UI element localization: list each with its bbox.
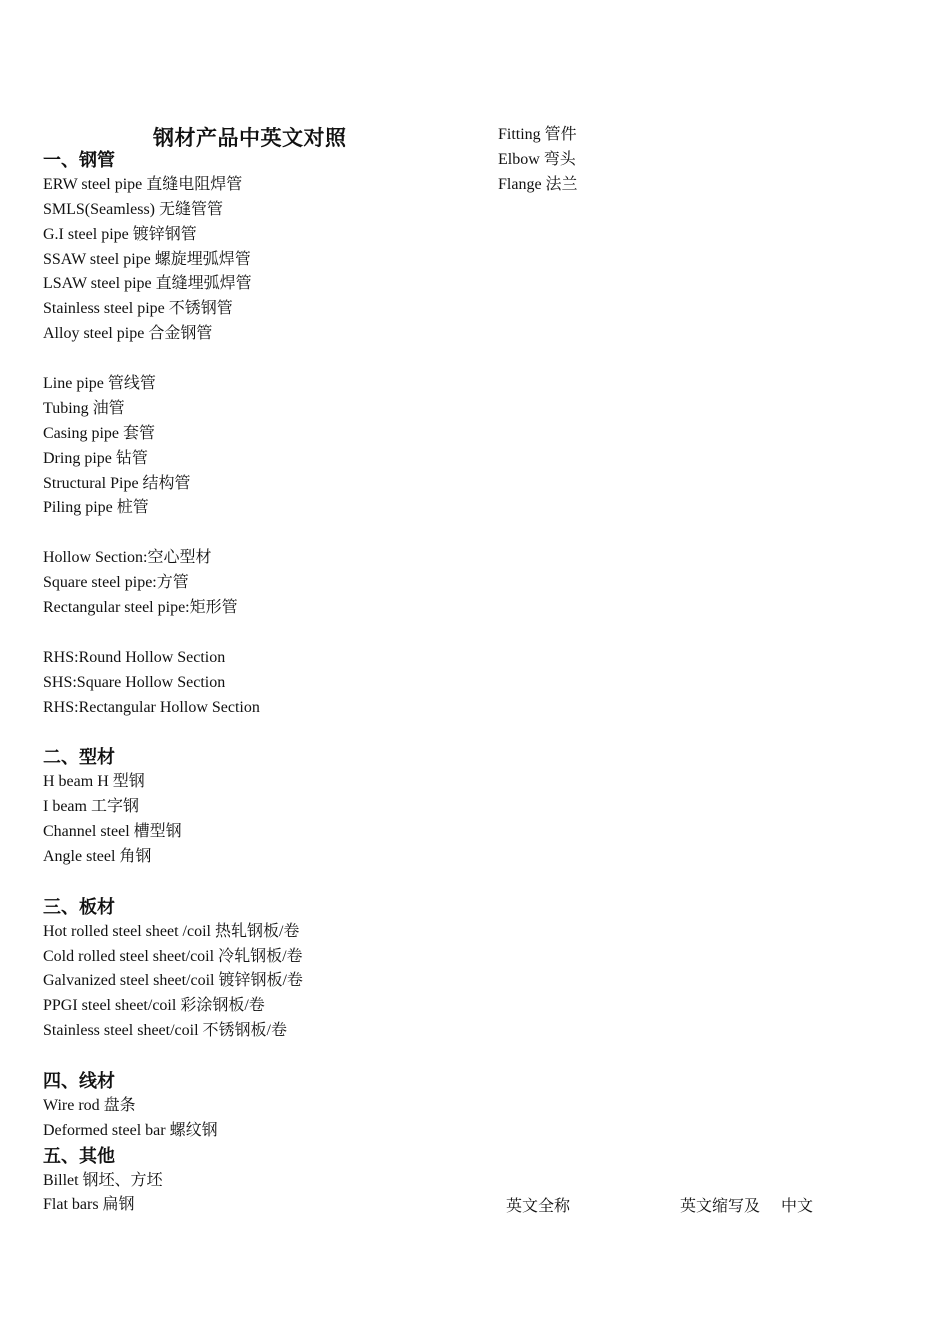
footer-label-abbreviation: 英文缩写及 (680, 1198, 761, 1215)
list-item: Wire rod 盘条 (43, 1096, 136, 1114)
list-item: LSAW steel pipe 直缝埋弧焊管 (43, 275, 252, 293)
list-item: RHS:Round Hollow Section (43, 648, 226, 666)
blank-line (43, 720, 463, 745)
list-item: Galvanized steel sheet/coil 镀锌钢板/卷 (43, 972, 303, 990)
list-item: PPGI steel sheet/coil 彩涂钢板/卷 (43, 997, 265, 1015)
list-item: Dring pipe 钻管 (43, 449, 148, 467)
list-item: I beam 工字钢 (43, 798, 139, 816)
list-item: Flange 法兰 (498, 175, 578, 193)
footer-label-chinese: 中文 (781, 1198, 814, 1215)
list-item: Tubing 油管 (43, 399, 125, 417)
list-item: Piling pipe 桩管 (43, 499, 149, 517)
list-item: Billet 钢坯、方坯 (43, 1171, 163, 1189)
list-item: Line pipe 管线管 (43, 375, 156, 393)
list-item: Square steel pipe:方管 (43, 574, 189, 592)
list-item: Alloy steel pipe 合金钢管 (43, 325, 213, 343)
list-item: Casing pipe 套管 (43, 424, 155, 442)
blank-line (43, 1044, 463, 1069)
blank-line (43, 347, 463, 372)
section-heading-wire: 四、线材 (43, 1070, 115, 1091)
list-item: Flat bars 扁钢 (43, 1196, 135, 1214)
list-item: RHS:Rectangular Hollow Section (43, 698, 260, 716)
list-item: ERW steel pipe 直缝电阻焊管 (43, 175, 243, 193)
left-column (43, 148, 463, 1218)
blank-line (43, 621, 463, 646)
list-item: Deformed steel bar 螺纹钢 (43, 1121, 218, 1139)
list-item: G.I steel pipe 镀锌钢管 (43, 225, 197, 243)
document-title: 钢材产品中英文对照 (153, 126, 347, 150)
list-item: SMLS(Seamless) 无缝管管 (43, 200, 224, 218)
list-item: Channel steel 槽型钢 (43, 823, 182, 841)
list-item: Hollow Section:空心型材 (43, 549, 212, 567)
list-item: Fitting 管件 (498, 126, 577, 143)
list-item: Stainless steel pipe 不锈钢管 (43, 300, 233, 318)
list-item: Stainless steel sheet/coil 不锈钢板/卷 (43, 1022, 287, 1040)
list-item: Elbow 弯头 (498, 150, 576, 168)
right-column (498, 123, 798, 198)
section-heading-profiles: 二、型材 (43, 747, 115, 768)
list-item: Structural Pipe 结构管 (43, 474, 191, 492)
list-item: Hot rolled steel sheet /coil 热轧钢板/卷 (43, 922, 300, 940)
section-heading-others: 五、其他 (43, 1145, 115, 1166)
list-item: Cold rolled steel sheet/coil 冷轧钢板/卷 (43, 947, 303, 965)
section-heading-plates: 三、板材 (43, 896, 115, 917)
list-item: H beam H 型钢 (43, 773, 145, 791)
list-item: SSAW steel pipe 螺旋埋弧焊管 (43, 250, 251, 268)
blank-line (43, 870, 463, 895)
blank-line (43, 521, 463, 546)
footer-column-labels (0, 1195, 950, 1220)
list-item: Rectangular steel pipe:矩形管 (43, 599, 238, 617)
list-item: Angle steel 角钢 (43, 847, 152, 865)
footer-label-full-name: 英文全称 (506, 1198, 571, 1215)
section-heading-steel-pipe: 一、钢管 (43, 150, 115, 170)
list-item: SHS:Square Hollow Section (43, 673, 226, 691)
